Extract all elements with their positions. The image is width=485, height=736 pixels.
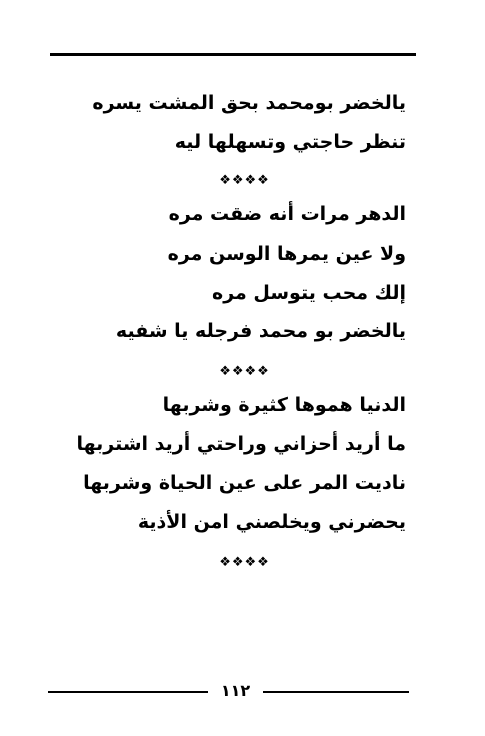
verse-line: يالخضر بو محمد فرجله يا شفيه [115, 320, 406, 342]
stanza-divider: ❖❖❖❖ [219, 364, 270, 379]
top-rule [50, 53, 416, 56]
verse-line: يحضرني ويخلصني امن الأذية [137, 511, 406, 533]
verse-line: ولا عين يمرها الوسن مره [167, 243, 406, 265]
footer-rule-left [48, 691, 208, 693]
stanza-divider: ❖❖❖❖ [219, 555, 270, 570]
verse-line: يالخضر بومحمد بحق المشت يسره [92, 92, 406, 114]
verse-line: إلك محب يتوسل مره [212, 282, 406, 304]
stanza-divider: ❖❖❖❖ [219, 173, 270, 188]
page-number: ١١٢ [220, 681, 251, 700]
verse-line: الدهر مرات أنه ضقت مره [168, 203, 406, 225]
footer-rule-right [263, 691, 409, 693]
verse-line: ما أريد أحزاني وراحتي أريد اشتربها [76, 433, 406, 455]
verse-line: تنظر حاجتي وتسهلها ليه [174, 131, 406, 153]
verse-line: ناديت المر على عين الحياة وشربها [83, 472, 406, 494]
verse-line: الدنيا هموها كثيرة وشربها [162, 394, 406, 416]
